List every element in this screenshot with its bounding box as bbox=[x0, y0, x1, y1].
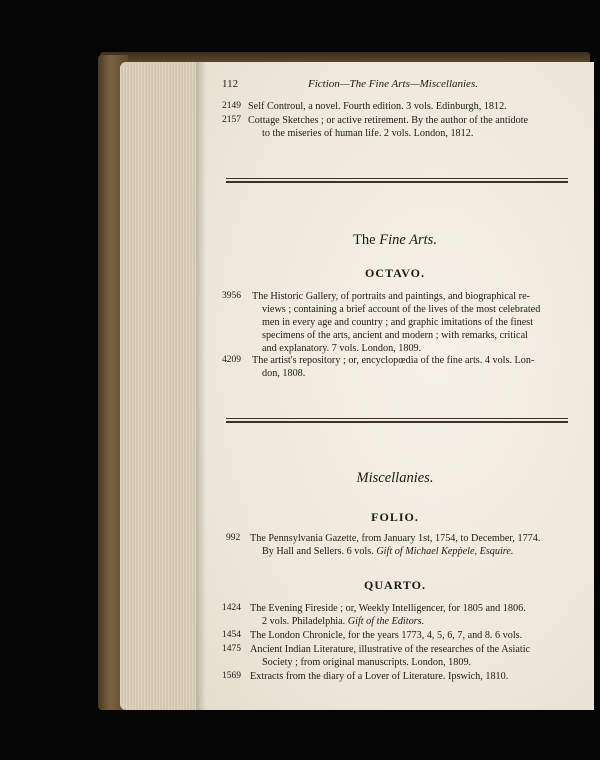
catalog-entry bbox=[222, 354, 534, 380]
gutter-shadow bbox=[196, 62, 206, 710]
catalog-entry bbox=[222, 629, 522, 642]
entry-text: The artist's repository ; or, encyclopœdia of the fine arts. 4 vols. Lon- bbox=[252, 355, 535, 366]
entry-text: By Hall and Sellers. 6 vols. Gift of Michael Kepṗele, Esquire. bbox=[262, 546, 514, 557]
entry-text: don, 1808. bbox=[262, 368, 306, 379]
entry-text: men in every age and country ; and graphic imitations of the finest bbox=[262, 317, 534, 328]
entry-text: Society ; from original manuscripts. London, 1809. bbox=[262, 657, 472, 668]
section-title-miscellanies: Miscellanies. bbox=[356, 470, 434, 486]
catalog-entry bbox=[222, 290, 540, 355]
entry-text: The Historic Gallery, of portraits and paintings, and biographical re- bbox=[252, 291, 530, 302]
entry-number: 1569 bbox=[222, 671, 241, 681]
entry-text: to the miseries of human life. 2 vols. London, 1812. bbox=[262, 128, 474, 139]
catalog-entry bbox=[222, 670, 508, 683]
entry-text: 2 vols. Philadelphia. Gift of the Editors. bbox=[262, 616, 425, 627]
page-block-edges bbox=[120, 62, 198, 710]
entry-text: The London Chronicle, for the years 1773, 4, 5, 6, 7, and 8. 6 vols. bbox=[250, 630, 523, 641]
entry-number: 2157 bbox=[222, 115, 241, 125]
format-heading: FOLIO. bbox=[371, 510, 419, 524]
entry-number: 992 bbox=[226, 533, 241, 543]
section-title-fine-arts: The Fine Arts. bbox=[353, 232, 437, 248]
running-title: Fiction—The Fine Arts—Miscellanies. bbox=[308, 78, 478, 90]
entry-text: views ; containing a brief account of the lives of the most celebrated bbox=[262, 304, 541, 315]
catalog-entry bbox=[226, 532, 540, 558]
entry-text: Cottage Sketches ; or active retirement. By the author of the antidote bbox=[248, 115, 529, 126]
section-divider bbox=[226, 418, 568, 423]
book-page bbox=[196, 62, 594, 710]
format-heading: QUARTO. bbox=[363, 578, 427, 592]
entry-number: 2149 bbox=[222, 101, 241, 111]
entry-number: 1475 bbox=[222, 644, 241, 654]
entry-text: The Evening Fireside ; or, Weekly Intelligencer, for 1805 and 1806. bbox=[250, 603, 526, 614]
page-number: 112 bbox=[222, 78, 239, 90]
catalog-entry bbox=[222, 602, 526, 628]
entry-number: 4209 bbox=[222, 355, 241, 365]
entry-text: Ancient Indian Literature, illustrative of the researches of the Asiatic bbox=[250, 644, 531, 655]
entry-number: 1454 bbox=[222, 630, 241, 640]
section-divider bbox=[226, 178, 568, 183]
entry-number: 1424 bbox=[222, 603, 241, 613]
entry-text: The Pennsylvania Gazette, from January 1st, 1754, to December, 1774. bbox=[250, 533, 541, 544]
catalog-entry bbox=[222, 643, 530, 669]
running-head bbox=[222, 78, 582, 96]
entry-text: specimens of the arts, ancient and modern ; with remarks, critical bbox=[262, 330, 528, 341]
entry-number: 3956 bbox=[222, 291, 241, 301]
entry-text: and explanatory. 7 vols. London, 1809. bbox=[262, 343, 422, 354]
catalog-entry bbox=[222, 114, 528, 140]
entry-text: Extracts from the diary of a Lover of Literature. Ipswich, 1810. bbox=[250, 671, 509, 682]
catalog-entry bbox=[222, 100, 507, 113]
entry-text: Self Controul, a novel. Fourth edition. 3 vols. Edinburgh, 1812. bbox=[248, 101, 507, 112]
format-heading: OCTAVO. bbox=[365, 266, 425, 280]
